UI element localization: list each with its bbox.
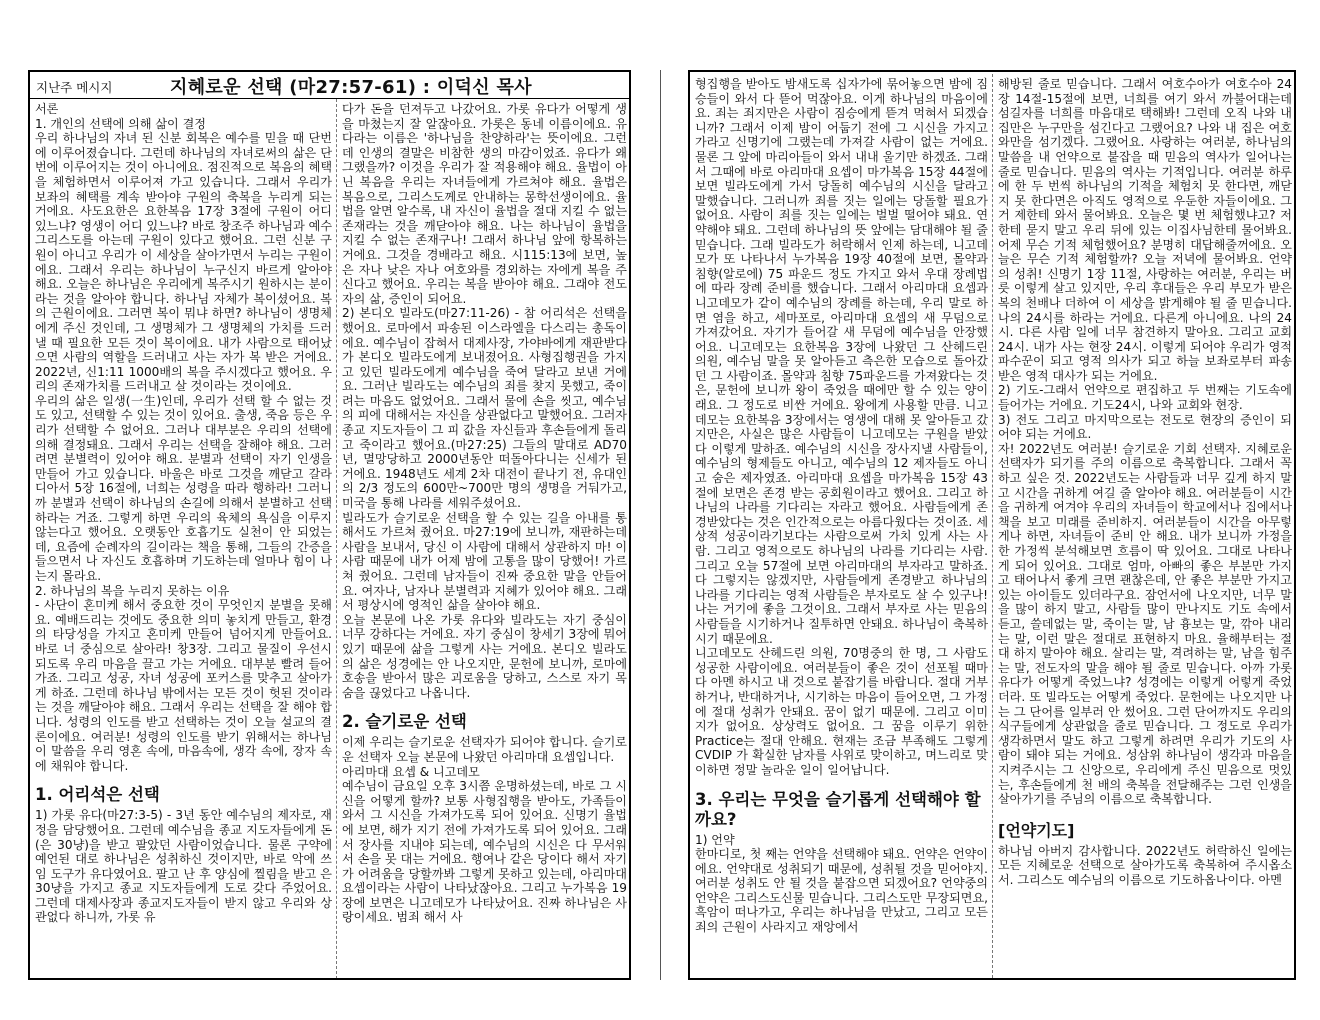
- paragraph: 다가 돈을 던져두고 나갔어요. 가롯 유다가 어떻게 생을 마쳤는지 잘 알잖아요. 가롯은 동네 이름이에요. 유다라는 이름은 '하나님을 찬양하라'는 뜻이에요. 그런데 인생의 결말은 비참한 생의 마감이었죠. 유다가 왜 그랬을까? 이것을 우리가 잘 적용해야 해요. 율법이 아닌 복음을 우리는 자녀들에게 가르쳐야 해요. 율법은 복음으로, 그리스도께로 안내하는 몽학선생이에요. 율법을 알면 알수록, 내 자신이 율법을 절대 지킬 수 없는 존재라는 것을 깨닫아야 해요. 나는 하나님이 율법을 지킬 수 없는 존재구나! 그래서 하나님 앞에 항복하는 거에요. 그것을 경배라고 해요. 시115:13에 보면, 높은 자나 낮은 자나 여호와를 경외하는 자에게 복을 주신다고 했어요. 우리는 복을 받아야 해요. 그래야 전도자의 삶, 증인이 되어요.: [342, 102, 627, 306]
- paragraph: 우리 하나님의 자녀 된 신분 회복은 예수를 믿을 때 단번에 이루어졌습니다. 그런데 하나님의 자녀로써의 삶은 단번에 이루어지는 것이 아니에요. 점진적으로 복음의 혜택을 체험하면서 이루어져 가고 있습니다. 그래서 우리가 보좌의 혜택를 계속 받아야 구원의 축복을 누리게 되는 거에요. 사도요한은 요한복음 17장 3절에 구원이 어디 있느냐? 영생이 어디 있느냐? 바로 창조주 하나님과 예수 그리스도를 아는데 구원이 있다고 했어요. 그런 신분 구원이 아니고 우리가 이 세상을 살아가면서 누리는 구원이에요. 그래서 우리는 하나님이 누구신지 바르게 알아야 해요. 오늘은 하나님은 우리에게 복주시기 원하시는 분이라는 것을 알아야 합니다. 하나님 자체가 복이셨어요. 복의 근원이에요. 그러면 복이 뭐냐 하면? 하나님이 생명체에게 주신 것인데, 그 생명체가 그 생명체의 가치를 드러낼 때 필요한 모든 것이 복이에요. 내가 사람으로 태어났으면 사람의 역할을 드러내고 사는 자가 복 받은 거에요. 2022년, 신1:11 1000배의 복을 주시겠다고 했어요. 우리의 존재가치를 드러내고 살 것이라는 것이에요.: [35, 131, 332, 394]
- paragraph: 1. 개인의 선택에 의해 삶이 결정: [35, 116, 206, 131]
- section-heading: [언약기도]: [998, 820, 1075, 840]
- page-spine: [660, 70, 661, 980]
- paragraph: 3) 전도 그리고 마지막으로는 전도로 현장의 증인이 되어야 되는 거에요.: [998, 412, 1292, 442]
- paragraph: 니고데모도 산헤드린 의원, 70명중의 한 명, 그 사람도 성공한 사람이에요. 여러분들이 좋은 것이 선포될 때마다 아멘 하시고 내 것으로 붙잡기를 바랍니다. 절대 거부하거나, 반대하거나, 시기하는 마음이 들어오면, 그 가정에 절대 성취가 안돼요. 꿈이 없기 때문에. 그리고 이미지가 없어요. 상상력도 없어요. 그 꿈을 이루기 위한 Practice는 절대 안해요. 현재는 조금 부족해도 그렇게 CVDIP 가 확실한 남자를 사위로 맞이하고, 며느리로 맞이하면 정말 놀라운 일이 일어납니다.: [695, 646, 988, 777]
- paragraph: 2) 기도-그래서 언약으로 편집하고 두 번째는 기도속에 들어가는 거에요. 기도24시, 나와 교회와 현장.: [998, 383, 1292, 413]
- section-heading: 1. 어리석은 선택: [35, 785, 160, 805]
- paragraph: 1) 가롯 유다(마27:3-5) - 3년 동안 예수님의 제자로, 재정을 담당했어요. 그런데 예수님을 종교 지도자들에게 돈(은 30냥)을 받고 팔았던 사람이었습니다. 물론 구약에 예언된 대로 하나님은 성취하신 것이지만, 바로 악에 쓰임 도구가 유다였어요. 팔고 난 후 양심에 찔림을 받고 은 30냥을 가지고 종교 지도자들에게 도로 갖다 주었어요. 그런데 대제사장과 종교지도자들이 받지 않고 우리와 상관없다 하니까, 가롯 유: [35, 808, 332, 925]
- right-page: [688, 70, 1296, 980]
- paragraph: 예수님이 금요일 오후 3시쯤 운명하셨는데, 바로 그 시신을 어떻게 할까? 보통 사형집행을 받아도, 가족들이 와서 그 시신을 가져가도록 되어 있어요. 신명기 율법에 보면, 해가 지기 전에 가져가도록 되어 있어요. 그래서 장사를 지내야 되는데, 예수님의 시신은 다 무서워서 손을 못 대는 거에요. 행여나 같은 당이다 해서 자기가 어려움을 당할까봐 그렇게 못하고 있는데, 아리마대 요셉이라는 사람이 나타났잖아요. 그리고 누가복음 19장에 보면은 니고데모가 나타났어요. 진짜 하나님은 사랑이세요. 범죄 해서 사: [342, 779, 627, 925]
- paragraph: 한마디로, 첫 째는 언약을 선택해야 돼요. 언약은 언약이에요. 언약대로 성취되기 때문에, 성취될 것을 믿어야지. 여러분 성취도 안 될 것을 붙잡으면 되겠어요? 언약중의 언약은 그리스도신물 믿습니다. 그리스도만 무장되면요, 흑암이 떠나가고, 우리는 하나님을 만났고, 그리고 모든 죄의 근원이 사라지고 재앙에서: [695, 847, 988, 935]
- paragraph: 빌라도가 슬기로운 선택을 할 수 있는 길을 아내를 통해서도 가르쳐 줬어요. 마27:19에 보니까, 재판하는데 사람을 보내서, 당신 이 사람에 대해서 상관하지 마! 이 사람 때문에 내가 어제 밤에 고통을 많이 당했어! 가르쳐 줬어요. 그런데 남자들이 진짜 중요한 말을 안들어요. 여자나, 남자나 분별력과 지혜가 있어야 해요. 그래서 평상시에 영적인 삶을 살아야 해요.: [342, 510, 627, 613]
- paragraph: 2. 하나님의 복을 누리지 못하는 이유: [35, 583, 230, 598]
- left-column-2: [337, 99, 631, 979]
- paragraph: 자! 2022년도 여러분! 슬기로운 기회 선택자. 지혜로운 선택자가 되기를 주의 이름으로 축복합니다. 그래서 꼭 하고 싶은 것. 2022년도는 사람들과 너무 깊게 하지 말고 시간을 귀하게 여길 줄 알아야 해요. 여러분들이 시간을 귀하게 여겨야 우리의 자녀들이 학교에서나 집에서나 책을 보고 미래를 준비하지. 여러분들이 시간을 아무렇게나 하면, 자녀들이 준비 안 해요. 내가 보니까 가정을 한 가정씩 분석해보면 흐름이 딱 있어요. 그대로 나타나게 되어 있어요. 그대로 엄마, 아빠의 좋은 부분만 가지고 태어나서 좋게 크면 괜찮은데, 안 좋은 부분만 가지고 있는 아이들도 있더라구요. 잠언서에 나오지만, 너무 말을 많이 하지 말고, 사람들 많이 만나지도 기도 속에서 듣고, 쓸데없는 말, 죽이는 말, 남 흉보는 말, 깎아 내리는 말, 이런 말은 절대로 표현하지 마요. 율해부터는 절대 하지 말아야 해요. 살리는 말, 격려하는 말, 남을 힘주는 말, 전도자의 말을 해야 될 줄로 믿습니다. 아까 가롯 유다가 어떻게 죽었느냐? 성경에는 이렇게 어렇게 죽었더라. 또 빌라도는 어떻게 죽었다. 문헌에는 나오지만 나는 그 단어를 일부러 안 썼어요. 그런 단어까지도 우리의 식구들에게 상관없을 줄로 믿습니다. 그 정도로 우리가 생각하면서 말도 하고 그렇게 하려면 우리가 기도의 사람이 돼야 되는 거에요. 성삼위 하나님이 생각과 마음을 지켜주시는 그 신앙으로, 우리에게 주신 믿음으로 멋있는, 후손들에게 천 배의 축복을 전달해주는 그런 인생을 살아가기를 주님의 이름으로 축복합니다.: [998, 441, 1292, 807]
- section-heading: 2. 슬기로운 선택: [342, 712, 467, 732]
- paragraph: 우리의 삶은 일생(一生)인데, 우리가 선택 할 수 없는 것도 있고, 선택할 수 있는 것이 있어요. 출생, 죽음 등은 우리가 선택할 수 없어요. 그러나 대부분은 우리의 선택에 의해 결정돼요. 그래서 우리는 선택을 잘해야 해요. 그러려면 분별력이 있어야 해요. 분별과 선택이 자기 인생을 만들어 가고 있습니다. 바울은 바로 그것을 깨닫고 갈라디아서 5장 16절에, 너희는 성령을 따라 행하라! 그러니까 분별과 선택이 하나님의 손길에 의해서 분별하고 선택하라는 거죠. 그렇게 하면 우리의 육체의 욕심을 이루지 않는다고 했어요. 오랫동안 호흡기도 실천이 안 되었는데, 요즘에 순례자의 길이라는 책을 통해, 그들의 간증을 들으면서 나 자신도 호흡하며 기도하는데 얼마나 힘이 나는지 몰라요.: [35, 393, 332, 583]
- right-column-1: [690, 74, 992, 978]
- paragraph: 서론: [35, 102, 59, 116]
- left-column-1: [30, 99, 336, 979]
- paragraph: 2) 본디오 빌라도(마27:11-26) - 참 어리석은 선택을 했어요. 로마에서 파송된 이스라엘을 다스리는 총독이에요. 예수님이 잡혀서 대제사장, 가야바에게 재판받다가 본디오 빌라도에게 보내졌어요. 사형집행권을 가지고 있던 빌라도에게 예수님을 죽여 달라고 보낸 거에요. 그러난 빌라도는 예수님의 죄를 찾지 못했고, 죽이려는 마음도 없었어요. 그래서 물에 손을 씻고, 예수님의 피에 대해서는 자신을 상관없다고 말했어요. 그러자 종교 지도자들이 그 피 값을 자신들과 후손들에게 돌리고 죽이라고 했어요.(마27:25) 그들의 말대로 AD70년, 멸망당하고 2000년동안 떠돌아다니는 신세가 된 거에요. 1948년도 세계 2차 대전이 끝나기 전, 유대인의 2/3 정도의 600만~700만 명의 생명을 거둬가고, 미국을 통해 나라를 세워주셨어요.: [342, 306, 627, 511]
- page-header: [30, 72, 629, 99]
- paragraph: 이제 우리는 슬기로운 선택자가 되어야 합니다. 슬기로운 선택자 오늘 본문에 나왔던 아리마대 요셉입니다.: [342, 735, 627, 764]
- paragraph: - 사단이 혼미케 해서 중요한 것이 무엇인지 분별을 못해요. 예배드리는 것에도 중요한 의미 놓치게 만들고, 환경의 타당성을 가지고 혼미케 만들어 넘어지게 만들어요. 바로 너 중심으로 살아라! 창3장. 그리고 물질이 우선시 되도록 우리 마음을 끌고 가는 거에요. 대부분 빨려 들어가죠. 그리고 성공, 자녀 성공에 포커스를 맞추고 살아가게 하죠. 그런데 하나님 밖에서는 모든 것이 헛된 것이라는 것을 깨달아야 해요. 그래서 우리는 선택을 잘 해야 합니다. 성령의 인도를 받고 선택하는 것이 오늘 설교의 결론이에요. 여러분! 성령의 인도를 받기 위해서는 하나님이 말씀을 우리 영혼 속에, 마음속에, 생각 속에, 장자 속에 채워야 합니다.: [35, 598, 332, 773]
- paragraph: 오늘 본문에 나온 가롯 유다와 빌라도는 자기 중심이 너무 강하다는 거에요. 자기 중심이 창세기 3장에 뭐어있기 때문에 삶을 그렇게 사는 거에요. 본디오 빌라도의 삶은 성경에는 안 나오지만, 문헌에 보니까, 로마에 호송을 받아서 많은 괴로움을 당하고, 스스로 자기 목숨을 끊었다고 나옵니다.: [342, 612, 627, 700]
- section-label: 지난주 메시지: [36, 80, 113, 95]
- left-page: [28, 70, 631, 980]
- section-heading: 3. 우리는 무엇을 슬기롭게 선택해야 할까요?: [695, 789, 981, 829]
- paragraph: 아리마대 요셉 & 니고데모: [342, 764, 480, 779]
- right-column-2: [993, 74, 1296, 978]
- paragraph: 하나님 아버지 감사합니다. 2022년도 허락하신 일에는 모든 지혜로운 선택으로 살아가도록 축복하여 주시옵소서. 그리스도 예수님의 이름으로 기도하옵나이다. 아멘: [998, 843, 1292, 887]
- sermon-title: 지혜로운 선택 (마27:57-61) : 이덕신 목사: [170, 77, 532, 98]
- paragraph: 해방된 줄로 믿습니다. 그래서 여호수아가 여호수아 24장 14절-15절에 보면, 너희를 여기 와서 까불어대는데 섬길자를 너희를 마음대로 택해봐! 그런데 오직 나와 내 집만은 누구만을 섬긴다고 그랬어요? 나와 내 집은 여호와만을 섬기겠다. 그랬어요. 사랑하는 여러분, 하나님의 말씀을 내 언약으로 붙잡을 때 믿음의 역사가 일어나는 줄로 믿습니다. 믿음의 역사는 기적입니다. 여러분 하루에 한 두 번씩 하나님의 기적을 체험치 못 한다면, 깨닫지 못 한다면은 아직도 영적으로 우둔한 자들이에요. 그거 제한테 와서 물어봐요. 오늘은 몇 번 체험했냐고? 저한테 묻지 말고 우리 뒤에 있는 이집사님한테 물어봐요. 어제 무슨 기적 체험했어요? 분명히 대답해줄꺼에요. 오늘은 무슨 기적 체험할까? 오늘 저녁에 물어봐요. 언약의 성취! 신명기 1장 11절, 사랑하는 여러분, 우리는 버릇 이렇게 살고 있지만, 우리 후대들은 우리 부모가 받은 복의 천배나 더하여 이 세상을 밝게해야 될 줄 믿습니다. 나의 24시를 하라는 거에요. 다른게 아니에요. 나의 24시. 다른 사람 일에 너무 참견하지 말아요. 그리고 교회 24시. 내가 사는 현장 24시. 이렇게 되어야 우리가 영적 파수꾼이 되고 영적 의사가 되고 하늘 보좌로부터 파송 받은 영적 대사가 되는 거에요.: [998, 77, 1292, 383]
- paragraph: 형집행을 받아도 밤새도록 십자가에 묶어놓으면 밤에 짐승들이 와서 다 뜯어 먹잖아요. 이게 하나님의 마음이에요. 죄는 죄지만은 사람이 짐승에게 뜯겨 먹혀서 되겠습니까? 그래서 이제 밤이 어둡기 전에 그 시신을 가지고 가라고 신명기에 그랬는데 가져갈 사람이 없는 거에요. 물론 그 앞에 마리아들이 와서 내내 울기만 하겠죠. 그래서 그때에 바로 아리마대 요셉이 마가복음 15장 44절에 보면 빌라도에게 가서 당돌히 예수님의 시신을 달라고 말했습니다. 그러니까 죄를 짓는 일에는 당돌할 필요가 없어요. 사람이 죄를 짓는 일에는 벌벌 떨어야 돼요. 연약해야 돼요. 그런데 하나님의 뜻 앞에는 담대해야 될 줄 믿습니다. 그래 빌라도가 허락해서 인제 하는데, 니고데모가 또 나타나서 누가복음 19장 40절에 보면, 몰약과 침향(알로에) 75 파운드 정도 가지고 와서 우대 장례법에 따라 장례 준비를 했습니다. 그래서 아리마대 요셉과 니고데모가 같이 예수님의 장례를 하는데, 우리 말로 하면 염을 하고, 세마포로, 아리마대 요셉의 새 무덤으로 가져갔어요. 자기가 들어갈 새 무덤에 예수님을 안장했어요. 니고데모는 요한복음 3장에 나왔던 그 산헤드린 의원, 예수님 말을 못 알아듣고 측은한 모습으로 돌아갔던 그 사람이죠. 몰약과 침향 75파운드를 가져왔다는 것은, 문헌에 보니까 왕이 죽었을 때에만 할 수 있는 양이래요. 그 정도로 비싼 거에요. 왕에게 사용할 만큼. 니고데모는 요한복음 3장에서는 영생에 대해 못 알아듣고 갔지만은, 사실은 많은 사람들이 니고데모는 구원을 받았다 이렇게 말하죠. 예수님의 시신을 장사지낼 사람들이, 예수님의 형제들도 아니고, 예수님의 12 제자들도 아니고 숨은 제자였죠. 아리마대 요셉을 마가복음 15장 43절에 보면은 존경 받는 공회원이라고 했어요. 그리고 하나님의 나라를 기다리는 자라고 했어요. 사람들에게 존경받았다는 것은 인간적으로는 아름다웠다는 것이죠. 세상적 성공이라기보다는 사람으로써 가치 있게 사는 사람. 그리고 영적으로도 하나님의 나라를 기다리는 사람. 그리고 오늘 57절에 보면 아리마대의 부자라고 말하죠. 다 그렇지는 않겠지만, 사람들에게 존경받고 하나님의 나라를 기다리는 영적 사람들은 부자로도 살 수 있구나! 나는 거기에 좋을 그것이요. 그래서 부자로 사는 믿음의 사람들을 시기하거나 질투하면 안돼요. 하나님이 축복하시기 때문에요.: [695, 77, 988, 646]
- paragraph: 1) 언약: [695, 832, 735, 847]
